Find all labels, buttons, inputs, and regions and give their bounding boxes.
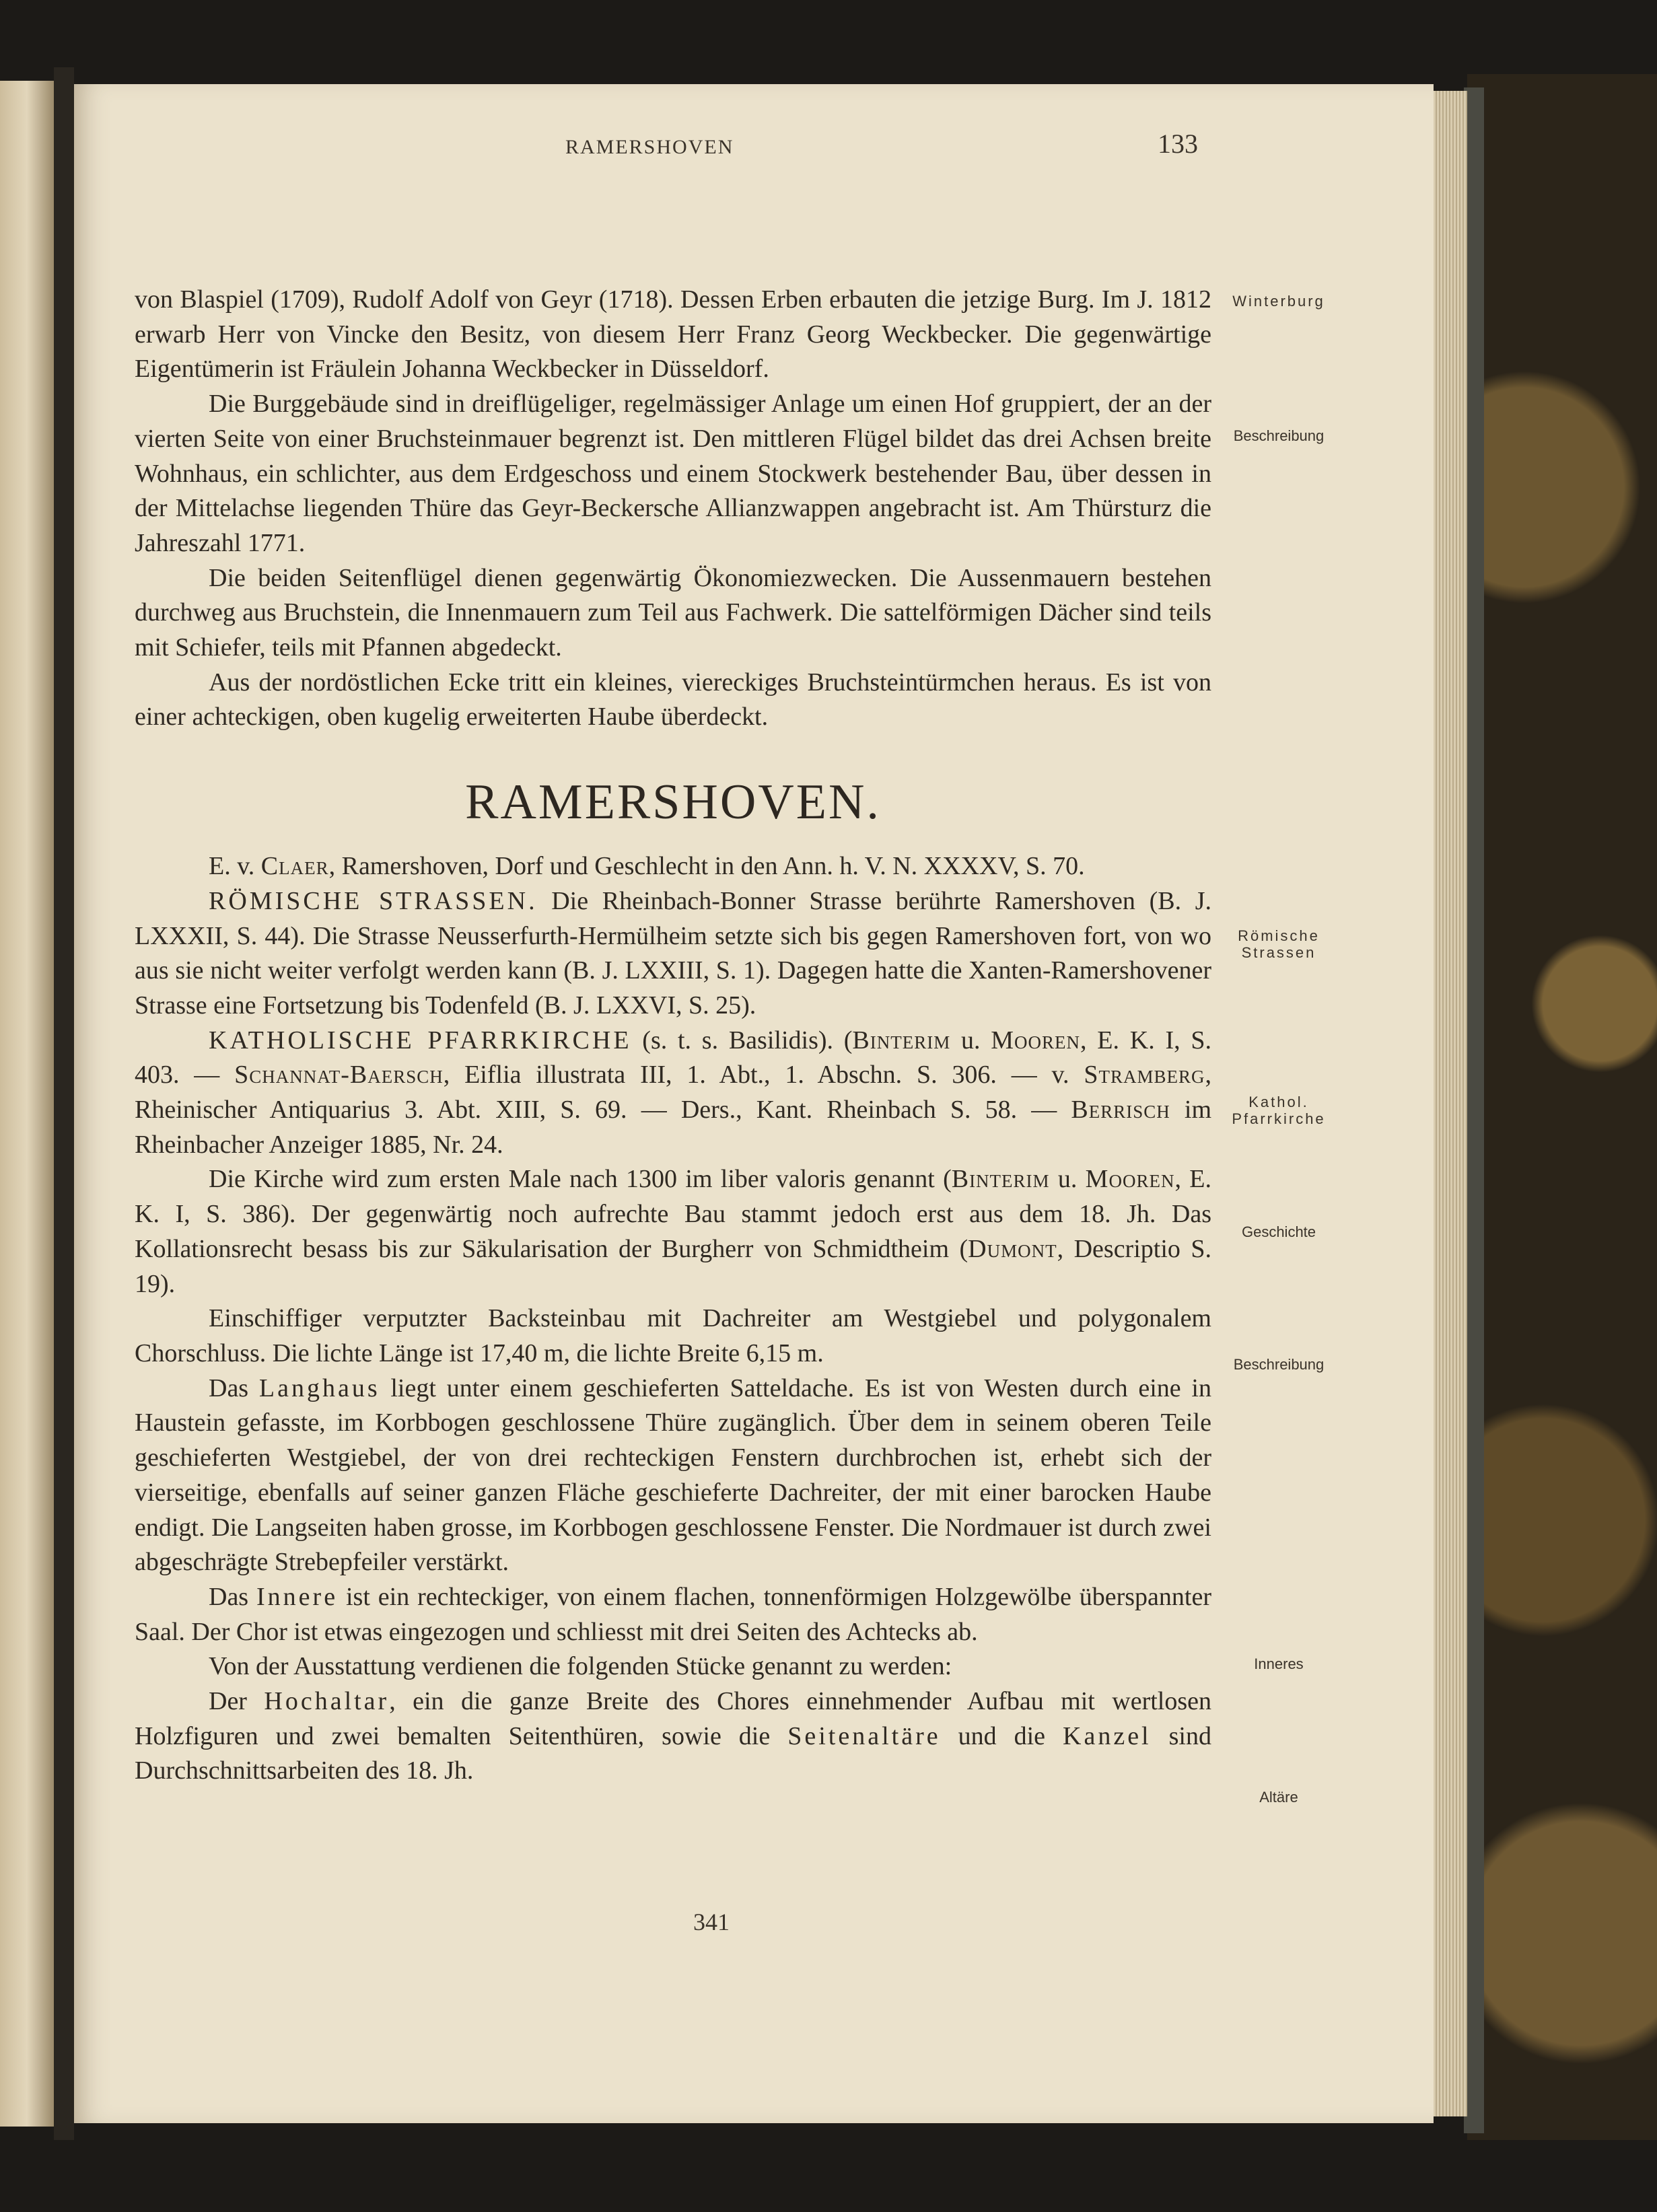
paragraph: Aus der nordöstlichen Ecke tritt ein kleines, viereckiges Bruchsteintürmchen heraus. Es ist von einer achteckigen, oben kugelig erweiterten Haube überdeckt.	[135, 668, 1211, 732]
author-name: Dumont	[968, 1234, 1057, 1263]
paragraph: Die beiden Seitenflügel dienen gegenwärtig Ökonomiezwecken. Die Aussenmauern bestehen durchweg aus Bruchstein, die Innenmauern zum Teil aus Fachwerk. Die sattelförmigen Dächer sind teils mit Schiefer, teils mit Pfannen abgedeckt.	[135, 563, 1211, 662]
emphasis: Innere	[256, 1582, 339, 1611]
author-name: Schannat-Baersch	[234, 1061, 444, 1090]
paragraph: von Blaspiel (1709), Rudolf Adolf von Geyr (1718). Dessen Erben erbauten die jetzige Burg. Im J. 1812 erwarb Herr von Vincke den Besitz, von diesem Herr Franz Georg Weckbecker. Die gegenwärtige Eigentümerin ist Fräulein Johanna Weckbecker in Düsseldorf.	[135, 285, 1211, 384]
marbled-cover	[1467, 74, 1657, 2140]
text-run: , Rheinischer Antiquarius 3. Abt. XIII, S. 69. — Ders., Kant. Rheinbach S. 58. —	[135, 1061, 1211, 1125]
text-run: , E. K. I, S. 386). Der gegenwärtig noch aufrechte Bau stammt jedoch erst aus dem 18. Jh. Das Kollationsrecht besass bis zur Säkularisation der Burgherr von Schmidtheim (	[135, 1165, 1211, 1263]
author-name: Mooren	[1085, 1165, 1175, 1194]
margin-note-beschreibung-2: Beschreibung	[1233, 1356, 1325, 1373]
author-name: Mooren	[991, 1026, 1081, 1055]
left-page-edge	[0, 81, 54, 2127]
paragraph	[135, 1024, 1211, 1163]
margin-note-roemische: Römische	[1238, 927, 1320, 944]
text-run: Das	[209, 1373, 259, 1402]
footer-number: 341	[693, 1908, 730, 1935]
margin-note-kathol: Kathol.	[1248, 1094, 1309, 1110]
margin-note-strassen: Strassen	[1241, 944, 1316, 961]
text-run: Die Kirche wird zum ersten Male nach 1300 im liber valoris genannt (	[209, 1165, 952, 1194]
running-head: RAMERSHOVEN	[565, 136, 734, 158]
paragraph	[135, 849, 1211, 884]
author-name: Claer	[260, 852, 329, 881]
subsection-heading: KATHOLISCHE PFARRKIRCHE	[209, 1026, 632, 1055]
text-run: Die Rheinbach-Bonner Strasse berührte Ramershoven (B. J. LXXXII, S. 44). Die Strasse Neusserfurth-Hermülheim setzte sich bis gegen Ramershoven fort, von wo aus sie nicht weiter verfolgt werden kann (B. J. LXXIII, S. 1). Dagegen hatte die Xanten-Ramershovener Strasse eine Fortsetzung bis Todenfeld (B. J. LXXVI, S. 25).	[135, 886, 1212, 1020]
text-run: u.	[950, 1026, 991, 1055]
paragraph	[135, 1684, 1211, 1789]
text-run: im Rheinbacher Anzeiger 1885, Nr. 24.	[135, 1096, 1211, 1159]
paragraph	[135, 1371, 1211, 1580]
paragraph	[135, 1580, 1211, 1649]
emphasis: Hochaltar	[264, 1687, 390, 1716]
margin-note-kathol-pfarrkirche	[1218, 1094, 1339, 1127]
paragraph	[135, 1162, 1211, 1301]
section-title: RAMERSHOVEN.	[465, 775, 881, 830]
page-number: 133	[1158, 129, 1198, 159]
text-run: und die	[940, 1721, 1063, 1750]
margin-note-inneres: Inneres	[1254, 1655, 1304, 1672]
text-run: , Eiflia illustrata III, 1. Abt., 1. Abschn. S. 306. — v.	[443, 1061, 1084, 1090]
paragraph	[135, 884, 1211, 1024]
margin-note-winterburg: Winterburg	[1232, 293, 1325, 310]
text-run: E. v.	[209, 852, 261, 881]
text-run: , Descriptio S. 19).	[135, 1234, 1211, 1298]
author-name: Stramberg	[1084, 1061, 1205, 1090]
emphasis: Langhaus	[258, 1373, 380, 1402]
text-run: , ein die ganze Breite des Chores einnehmender Aufbau mit wertlosen Holzfiguren und zwei bemalten Seitenthüren, sowie die	[135, 1687, 1212, 1750]
paragraph: Von der Ausstattung verdienen die folgenden Stücke genannt zu werden:	[209, 1652, 952, 1681]
page-stack-edge	[1430, 91, 1467, 2116]
emphasis: Kanzel	[1063, 1721, 1152, 1750]
text-run: , E. K. I, S. 403. —	[135, 1026, 1211, 1090]
subsection-heading: RÖMISCHE STRASSEN.	[209, 886, 538, 915]
text-run: (s. t. s. Basilidis). (	[631, 1026, 853, 1055]
text-run: u.	[1049, 1165, 1086, 1194]
paragraph: Einschiffiger verputzter Backsteinbau mit Dachreiter am Westgiebel und polygonalem Chorschluss. Die lichte Länge ist 17,40 m, die lichte Breite 6,15 m.	[135, 1304, 1211, 1367]
author-name: Binterim	[951, 1165, 1050, 1194]
margin-note-pfarrkirche: Pfarrkirche	[1232, 1110, 1326, 1127]
margin-note-altaere: Altäre	[1259, 1789, 1298, 1806]
margin-note-geschichte: Geschichte	[1241, 1223, 1316, 1240]
text-run: Der	[209, 1687, 265, 1716]
body-text	[135, 283, 1211, 1789]
paragraph: Die Burggebäude sind in dreiflügeliger, regelmässiger Anlage um einen Hof gruppiert, der an der vierten Seite von einer Bruchsteinmauer begrenzt ist. Den mittleren Flügel bildet das drei Achsen breite Wohnhaus, ein schlichter, aus dem Erdgeschoss und einem Stockwerk bestehender Bau, über dessen in der Mittelachse liegenden Thüre das Geyr-Beckersche Allianzwappen angebracht ist. Am Thürsturz die Jahreszahl 1771.	[135, 390, 1211, 557]
margin-note-roemische-strassen	[1218, 927, 1339, 961]
author-name: Binterim	[852, 1026, 951, 1055]
margin-note-beschreibung: Beschreibung	[1233, 427, 1325, 444]
text-run: sind Durchschnittsarbeiten des 18. Jh.	[135, 1721, 1211, 1785]
book-spine	[54, 67, 74, 2140]
emphasis: Seitenaltäre	[787, 1721, 941, 1750]
text-run: Das	[209, 1582, 257, 1611]
text-run: ist ein rechteckiger, von einem flachen, tonnenförmigen Holzgewölbe überspannter Saal. Der Chor ist etwas eingezogen und schliesst mit drei Seiten des Achtecks ab.	[135, 1582, 1211, 1646]
text-run: , Ramershoven, Dorf und Geschlecht in den Ann. h. V. N. XXXXV, S. 70.	[328, 852, 1085, 881]
text-run: liegt unter einem geschieferten Satteldache. Es ist von Westen durch eine in Haustein gefasste, im Korbbogen geschlossene Thüre zugänglich. Über dem in seinem oberen Teile geschieferten Westgiebel, der von drei rechteckigen Fenstern durchbrochen ist, erhebt sich der vierseitige, ebenfalls auf seiner ganzen Fläche geschieferte Dachreiter, der mit einer barocken Haube endigt. Die Langseiten haben grosse, im Korbbogen geschlossene Fenster. Die Nordmauer ist durch zwei abgeschrägte Strebepfeiler verstärkt.	[135, 1373, 1211, 1577]
author-name: Berrisch	[1071, 1096, 1170, 1125]
